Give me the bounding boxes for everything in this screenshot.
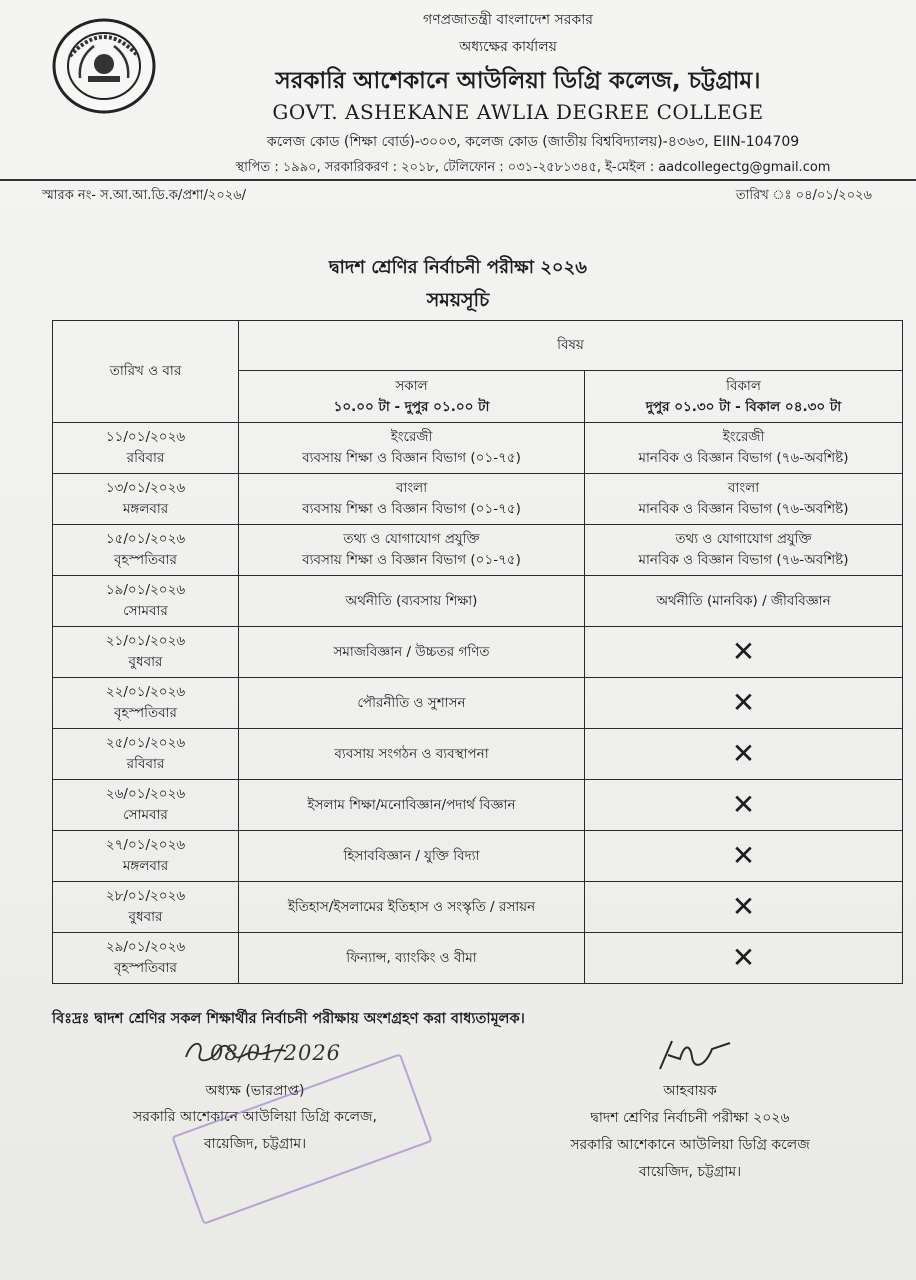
no-exam-cross-icon: ✕ [731, 737, 756, 770]
convener-college: সরকারি আশেকানে আউলিয়া ডিগ্রি কলেজ [570, 1137, 810, 1153]
no-exam-cross-icon: ✕ [731, 686, 756, 719]
issue-date: তারিখ ঃ ০৪/০১/২০২৬ [735, 188, 872, 203]
morning-group: ব্যবসায় শিক্ষা ও বিজ্ঞান বিভাগ (০১-৭৫) [302, 501, 521, 517]
morning-subject: ব্যবসায় সংগঠন ও ব্যবস্থাপনা [334, 745, 489, 762]
date-day-header-label: তারিখ ও বার [109, 363, 182, 379]
table-row [53, 678, 903, 729]
exam-day: বৃহস্পতিবার [114, 960, 177, 976]
morning-subject: তথ্য ও যোগাযোগ প্রযুক্তি [343, 531, 480, 547]
exam-day: বুধবার [128, 654, 163, 670]
morning-subject: ইংরেজী [390, 429, 433, 445]
afternoon-subject: বাংলা [727, 480, 760, 496]
exam-day: বুধবার [128, 909, 163, 925]
no-exam-cross-icon: ✕ [731, 635, 756, 668]
morning-subject: বাংলা [395, 480, 428, 496]
morning-subject: পৌরনীতি ও সুশাসন [357, 694, 466, 711]
morning-subject: ইসলাম শিক্ষা/মনোবিজ্ঞান/পদার্থ বিজ্ঞান [307, 796, 516, 813]
afternoon-group: মানবিক ও বিজ্ঞান বিভাগ (৭৬-অবশিষ্ট) [638, 552, 849, 568]
table-row [53, 933, 903, 984]
header-divider [0, 179, 916, 181]
government-name: গণপ্রজাতন্ত্রী বাংলাদেশ সরকার [423, 12, 593, 28]
no-exam-cross-icon: ✕ [731, 941, 756, 974]
convener-signature-block [520, 1033, 860, 1193]
table-row [53, 576, 903, 627]
handwritten-date: 08/01/2026 [210, 1041, 342, 1065]
no-exam-cross-icon: ✕ [731, 788, 756, 821]
table-row [53, 474, 903, 525]
table-row [53, 423, 903, 474]
exam-date: ২৯/০১/২০২৬ [105, 939, 186, 955]
morning-shift-header [239, 371, 585, 423]
principal-college: সরকারি আশেকানে আউলিয়া ডিগ্রি কলেজ, [133, 1109, 377, 1125]
college-name-english: GOVT. ASHEKANE AWLIA DEGREE COLLEGE [272, 100, 764, 124]
table-row [53, 831, 903, 882]
exam-day: সোমবার [123, 603, 168, 619]
memo-number: স্মারক নং- স.আ.আ.ডি.ক/প্রশা/২০২৬/ [42, 188, 247, 203]
exam-day: রবিবার [126, 756, 165, 772]
table-row [53, 729, 903, 780]
afternoon-shift-header [585, 371, 903, 423]
exam-date: ১১/০১/২০২৬ [105, 429, 186, 445]
office-name: অধ্যক্ষের কার্যালয় [459, 39, 557, 55]
exam-date: ২৭/০১/২০২৬ [105, 837, 186, 853]
establishment-info: স্থাপিত : ১৯৯০, সরকারিকরণ : ২০১৮, টেলিফোন : ০৩১-২৫৮১৩৪৫, ই-মেইল : aadcollegectg@gmail.com [235, 160, 831, 175]
exam-date: ২২/০১/২০২৬ [105, 684, 186, 700]
morning-time: ১০.০০ টা - দুপুর ০১.০০ টা [333, 398, 490, 415]
convener-location: বায়েজিদ, চট্টগ্রাম। [638, 1164, 742, 1180]
table-row [53, 780, 903, 831]
convener-signature-icon [650, 1035, 740, 1075]
exam-schedule-table [52, 320, 903, 984]
afternoon-group: মানবিক ও বিজ্ঞান বিভাগ (৭৬-অবশিষ্ট) [638, 501, 849, 517]
morning-subject: অর্থনীতি (ব্যবসায় শিক্ষা) [345, 592, 478, 609]
subject-header [239, 321, 903, 371]
principal-location: বায়েজিদ, চট্টগ্রাম। [203, 1136, 307, 1152]
exam-day: মঙ্গলবার [122, 501, 169, 517]
table-row [53, 882, 903, 933]
exam-day: বৃহস্পতিবার [114, 705, 177, 721]
principal-title: অধ্যক্ষ (ভারপ্রাপ্ত) [205, 1083, 305, 1099]
subject-header-label: বিষয় [557, 337, 584, 353]
exam-date: ২১/০১/২০২৬ [105, 633, 186, 649]
college-name-bangla: সরকারি আশেকানে আউলিয়া ডিগ্রি কলেজ, চট্টগ্রাম। [275, 68, 761, 94]
exam-date: ১৫/০১/২০২৬ [105, 531, 186, 547]
morning-subject: হিসাববিজ্ঞান / যুক্তি বিদ্যা [343, 847, 480, 864]
exam-day: বৃহস্পতিবার [114, 552, 177, 568]
afternoon-subject: ইংরেজী [722, 429, 765, 445]
morning-subject: ফিন্যান্স, ব্যাংকিং ও বীমা [346, 949, 477, 966]
schedule-title: সময়সূচি [426, 289, 490, 311]
exam-day: রবিবার [126, 450, 165, 466]
afternoon-label: বিকাল [726, 377, 761, 394]
exam-day: মঙ্গলবার [122, 858, 169, 874]
afternoon-subject: তথ্য ও যোগাযোগ প্রযুক্তি [675, 531, 812, 547]
exam-date: ১৯/০১/২০২৬ [105, 582, 186, 598]
table-row [53, 627, 903, 678]
convener-committee: দ্বাদশ শ্রেণির নির্বাচনী পরীক্ষা ২০২৬ [590, 1110, 790, 1126]
afternoon-group: মানবিক ও বিজ্ঞান বিভাগ (৭৬-অবশিষ্ট) [638, 450, 849, 466]
exam-date: ২৫/০১/২০২৬ [105, 735, 186, 751]
convener-title: আহবায়ক [663, 1083, 717, 1099]
exam-day: সোমবার [123, 807, 168, 823]
exam-date: ২৮/০১/২০২৬ [105, 888, 186, 904]
college-codes: কলেজ কোড (শিক্ষা বোর্ড)-৩০০৩, কলেজ কোড (জাতীয় বিশ্ববিদ্যালয়)-৪৩৬৩, EIIN-104709 [266, 134, 800, 150]
exam-title: দ্বাদশ শ্রেণির নির্বাচনী পরীক্ষা ২০২৬ [328, 257, 588, 278]
table-row [53, 525, 903, 576]
morning-subject: সমাজবিজ্ঞান / উচ্চতর গণিত [333, 643, 490, 660]
morning-label: সকাল [395, 377, 428, 394]
morning-group: ব্যবসায় শিক্ষা ও বিজ্ঞান বিভাগ (০১-৭৫) [302, 552, 521, 568]
exam-date: ২৬/০১/২০২৬ [105, 786, 186, 802]
afternoon-time: দুপুর ০১.৩০ টা - বিকাল ০৪.৩০ টা [645, 398, 842, 415]
no-exam-cross-icon: ✕ [731, 839, 756, 872]
date-day-header [53, 321, 239, 423]
morning-subject: ইতিহাস/ইসলামের ইতিহাস ও সংস্কৃতি / রসায়ন [287, 898, 536, 915]
exam-date: ১৩/০১/২০২৬ [105, 480, 186, 496]
afternoon-subject: অর্থনীতি (মানবিক) / জীববিজ্ঞান [656, 592, 831, 609]
mandatory-note: বিঃদ্রঃ দ্বাদশ শ্রেণির সকল শিক্ষার্থীর নির্বাচনী পরীক্ষায় অংশগ্রহণ করা বাধ্যতামূলক। [52, 1011, 525, 1027]
morning-group: ব্যবসায় শিক্ষা ও বিজ্ঞান বিভাগ (০১-৭৫) [302, 450, 521, 466]
no-exam-cross-icon: ✕ [731, 890, 756, 923]
